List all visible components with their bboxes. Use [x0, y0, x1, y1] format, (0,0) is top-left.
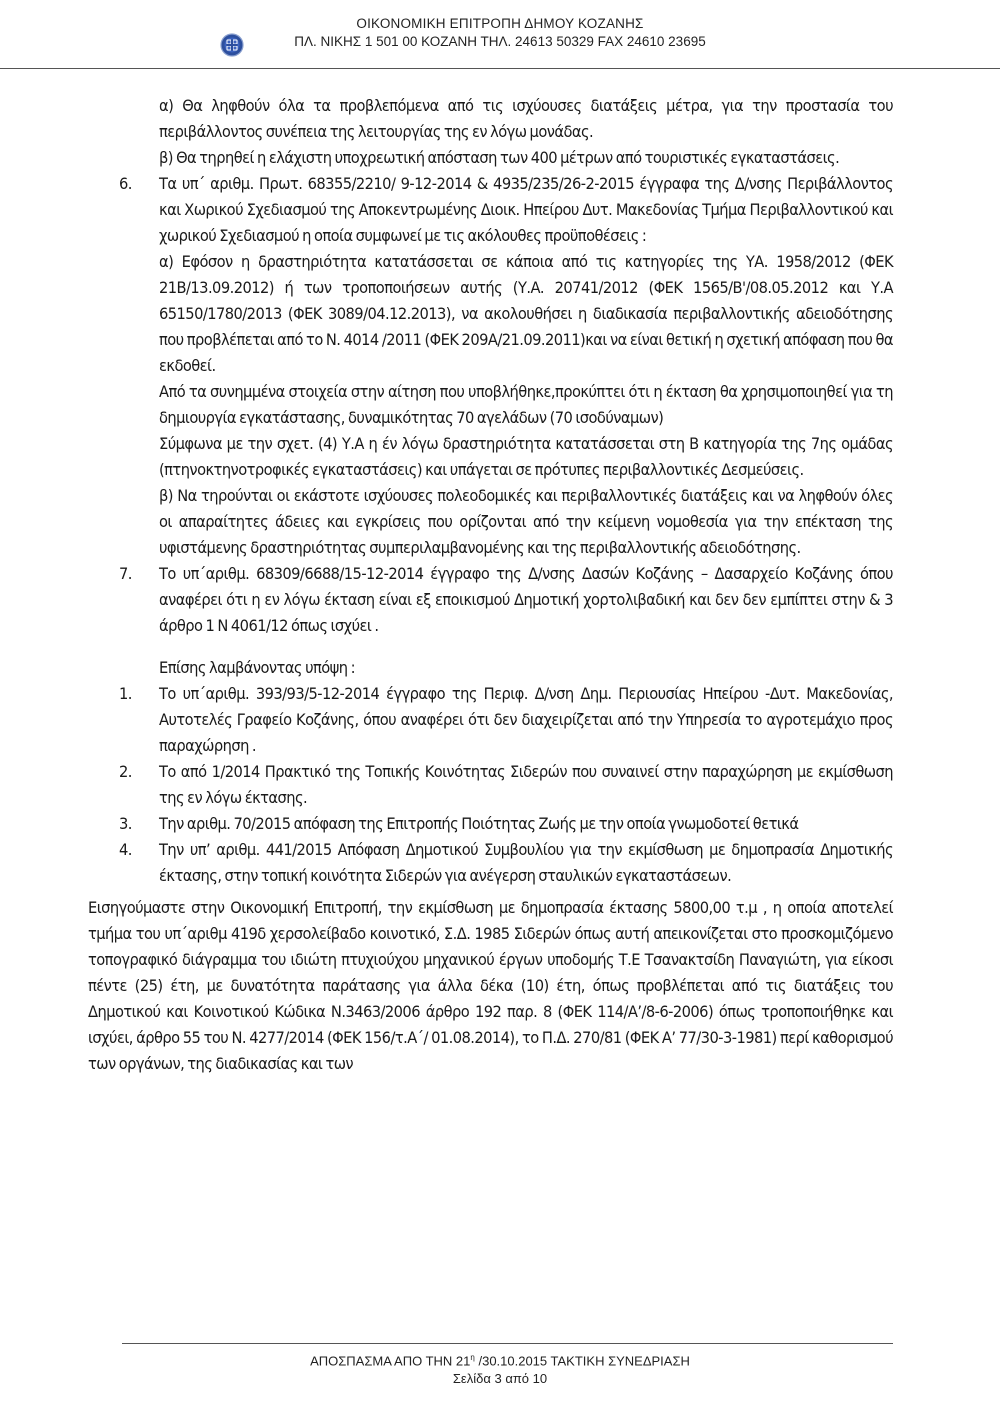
list-item-number: 3. [119, 814, 132, 833]
list-item-subparagraph: β) Να τηρούνται οι εκάστοτε ισχύουσες πολεοδομικές και περιβαλλοντικές διατάξεις και να ληφθούν όλες οι απαραίτητες άδειες και εγκρίσεις που ορίζονται από την κείμενη νομοθεσία για την επέκταση της υφιστάμενης δραστηριότητας συμπεριλαμβανομένης και της περιβαλλοντικής αδειοδότησης. [159, 486, 893, 557]
letterhead [0, 15, 1000, 51]
list-item [88, 837, 893, 889]
proposal-paragraph: Εισηγούμαστε στην Οικονομική Επιτροπή, την εκμίσθωση με δημοπρασία έκτασης 5800,00 τ.μ , η οποία αποτελεί τμήμα του υπ΄αριθμ 419δ χερσολείβαδο κοινοτικό, Σ.Δ. 1985 Σιδερών όπως αυτή απεικονίζεται στο προσκομιζόμενο τοπογραφικό διάγραμμα του ιδιώτη πτυχιούχου μηχανικού έργων υποδομής Τ.Ε Τσανακτσίδη Παναγιώτη, για είκοσι πέντε (25) έτη, με δυνατότητα παράτασης για άλλα δέκα (10) έτη, όπως προβλέπεται από τις διατάξεις του Δημοτικού και Κοινοτικού Κώδικα Ν.3463/2006 άρθρο 192 παρ. 8 (ΦΕΚ 114/Α’/8-6-2006) όπως τροποποιήθηκε και ισχύει, άρθρο 55 του Ν. 4277/2014 (ΦΕΚ 156/τ.Α΄/ 01.08.2014), το Π.Δ. 270/81 (ΦΕΚ Α’ 77/30-3-1981) περί καθορισμού των οργάνων, της διαδικασίας και των [88, 898, 893, 1073]
document-body [88, 93, 893, 1077]
list-item-subparagraph: Από τα συνημμένα στοιχεία στην αίτηση που υποβλήθηκε,προκύπτει ότι η έκταση θα χρησιμοποιηθεί για τη δημιουργία εγκατάστασης, δυναμικότητας 70 αγελάδων (70 ισοδύναμων) [159, 382, 893, 427]
footer-divider [122, 1343, 893, 1344]
footer-title-sup: η [470, 1353, 475, 1362]
footer-title-text: ΑΠΟΣΠΑΣΜΑ ΑΠΟ ΤΗΝ 21 [310, 1353, 471, 1369]
list-item-number: 6. [119, 174, 132, 193]
header-divider [0, 68, 1000, 69]
continued-condition-a: α) Θα ληφθούν όλα τα προβλεπόμενα από τις ισχύουσες διατάξεις μέτρα, για την προστασία του περιβάλλοντος συνέπεια της λειτουργίας της εν λόγω μονάδας. [159, 96, 893, 141]
list-item-text: Το από 1/2014 Πρακτικό της Τοπικής Κοινότητας Σιδερών που συναινεί στην παραχώρηση με εκμίσθωση της εν λόγω έκτασης. [159, 762, 893, 807]
list-item-number: 2. [119, 762, 132, 781]
list-item [88, 561, 893, 639]
list-item-text: Την αριθμ. 70/2015 απόφαση της Επιτροπής Ποιότητας Ζωής με την οποία γνωμοδοτεί θετικά [159, 814, 799, 833]
page-footer [0, 1349, 1000, 1388]
list-item-text: Το υπ΄αριθμ. 68309/6688/15-12-2014 έγγραφο της Δ/νσης Δασών Κοζάνης – Δασαρχείο Κοζάνης όπου αναφέρει ότι η εν λόγω έκταση είναι εξ εποικισμού Δημοτική χορτολιβαδική και δεν δεν εμπίπτει στην & 3 άρθρο 1 Ν 4061/12 όπως ισχύει . [159, 564, 893, 635]
also-considering-heading: Επίσης λαμβάνοντας υπόψη : [159, 658, 356, 677]
list-item-number: 1. [119, 684, 132, 703]
footer-title-date: /30.10.2015 ΤΑΚΤΙΚΗ ΣΥΝΕΔΡΙΑΣΗ [474, 1353, 690, 1369]
list-item-number: 4. [119, 840, 132, 859]
list-item-text: Το υπ΄αριθμ. 393/93/5-12-2014 έγγραφο της Περιφ. Δ/νση Δημ. Περιουσίας Ηπείρου -Δυτ. Μακεδονίας, Αυτοτελές Γραφείο Κοζάνης, όπου αναφέρει ότι δεν διαχειρίζεται από την Υπηρεσία το αγροτεμάχιο προς παραχώρηση . [159, 684, 893, 755]
list-item-subparagraph: Σύμφωνα με την σχετ. (4) Υ.Α η έν λόγω δραστηριότητα κατατάσσεται στη Β κατηγορία της 7ης ομάδας (πτηνοκτηνοτροφικές εγκαταστάσεις) και υπάγεται σε πρότυπες περιβαλλοντικές Δεσμεύσεις. [159, 434, 893, 479]
list-item [88, 811, 893, 837]
list-item-number: 7. [119, 564, 132, 583]
list-item [88, 681, 893, 759]
list-item [88, 171, 893, 561]
list-item-text: Τα υπ΄ αριθμ. Πρωτ. 68355/2210/ 9-12-2014 & 4935/235/26-2-2015 έγγραφα της Δ/νσης Περιβάλλοντος και Χωρικού Σχεδιασμού της Αποκεντρωμένης Διοικ. Ηπείρου Δυτ. Μακεδονίας Τμήμα Περιβαλλοντικού και χωρικού Σχεδιασμού η οποία συμφωνεί με τις ακόλουθες προϋποθέσεις : [159, 174, 893, 245]
letterhead-title: ΟΙΚΟΝΟΜΙΚΗ ΕΠΙΤΡΟΠΗ ΔΗΜΟΥ ΚΟΖΑΝΗΣ [356, 16, 644, 31]
letterhead-address: ΠΛ. ΝΙΚΗΣ 1 501 00 ΚΟΖΑΝΗ ΤΗΛ. 24613 50329 FAX 24610 23695 [294, 34, 706, 49]
continued-condition-b: β) Θα τηρηθεί η ελάχιστη υποχρεωτική απόσταση των 400 μέτρων από τουριστικές εγκαταστάσεις. [159, 148, 840, 167]
list-item-text: Την υπ’ αριθμ. 441/2015 Απόφαση Δημοτικού Συμβουλίου για την εκμίσθωση με δημοπρασία Δημοτικής έκτασης, στην τοπική κοινότητα Σιδερών για ανέγερση σταυλικών εγκαταστάσεων. [159, 840, 893, 885]
footer-title [0, 1349, 1000, 1370]
page-number: Σελίδα 3 από 10 [452, 1371, 548, 1387]
list-item-subparagraph: α) Εφόσον η δραστηριότητα κατατάσσεται σε κάποια από τις κατηγορίες της ΥΑ. 1958/2012 (ΦΕΚ 21Β/13.09.2012) ή των τροποποιήσεων αυτής (Υ.Α. 20741/2012 (ΦΕΚ 1565/Β'/08.05.2012 και Υ.Α 65150/1780/2013 (ΦΕΚ 3089/04.12.2013), να ακολουθήσει η διαδικασία περιβαλλοντικής αδειοδότησης που προβλέπεται από το Ν. 4014 /2011 (ΦΕΚ 209Α/21.09.2011)και να είναι θετική η σχετική απόφαση που θα εκδοθεί. [159, 252, 893, 375]
list-item [88, 759, 893, 811]
